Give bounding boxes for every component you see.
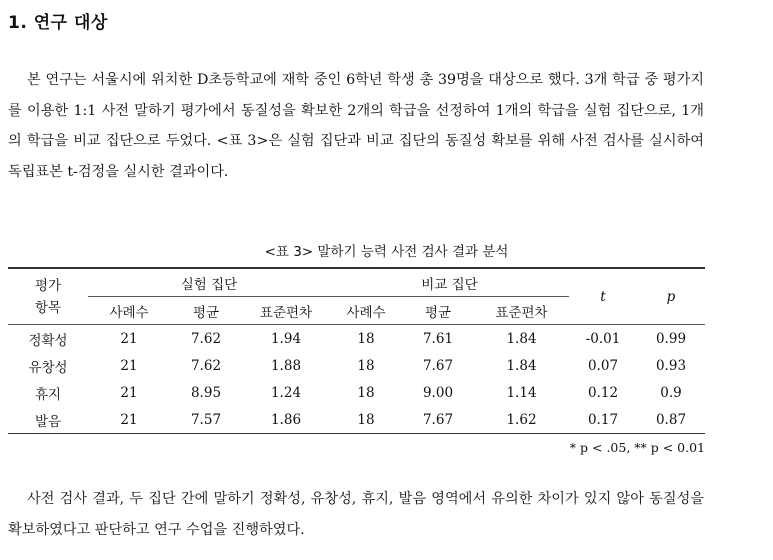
cell-cmp-mean: 7.67	[402, 406, 474, 434]
row-item: 휴지	[34, 386, 62, 403]
table-row	[8, 406, 705, 434]
cell-exp-sd: 1.86	[242, 406, 330, 434]
cell-t: -0.01	[585, 330, 621, 347]
cell-exp-sd: 1.94	[270, 330, 302, 347]
cell-exp-n: 21	[88, 406, 170, 434]
cell-p: 0.93	[655, 357, 687, 374]
cell-exp-mean: 8.95	[190, 384, 222, 401]
header-exp-n: 사례수	[88, 297, 170, 325]
cell-t: 0.07	[587, 357, 619, 374]
header-experimental-group: 실험 집단	[88, 268, 330, 297]
paragraph-intro: 본 연구는 서울시에 위치한 D초등학교에 재학 중인 6학년 학생 총 39명을 대상으로 했다. 3개 학급 중 평가지를 이용한 1:1 사전 말하기 평가에서 동질성을 확보한 2개의 학급을 선정하여 1개의 학급을 실험 집단으로, 1개의 학급을 비교 집단으로 두었다. <표 3>은 실험 집단과 비교 집단의 동질성 확보를 위해 사전 검사를 실시하여 독립표본 t-검정을 실시한 결과이다.	[8, 72, 704, 180]
cell-exp-n: 21	[120, 384, 138, 401]
cell-p: 0.87	[637, 406, 705, 434]
cell-exp-sd: 1.24	[270, 384, 302, 401]
cell-cmp-sd: 1.84	[506, 357, 537, 374]
cell-cmp-n: 18	[357, 357, 375, 374]
table-row	[8, 352, 705, 379]
paragraph-conclusion: 사전 검사 결과, 두 집단 간에 말하기 정확성, 유창성, 휴지, 발음 영역에서 유의한 차이가 있지 않아 동질성을 확보하였다고 판단하고 연구 수업을 진행하였다.	[8, 491, 704, 538]
cell-cmp-mean: 9.00	[422, 384, 454, 401]
table-header-row	[8, 268, 705, 297]
cell-cmp-n: 18	[330, 406, 402, 434]
table-row	[8, 325, 705, 353]
cell-cmp-mean: 7.67	[422, 357, 454, 374]
cell-cmp-mean: 7.61	[422, 330, 454, 347]
cell-cmp-n: 18	[357, 384, 375, 401]
row-item: 발음	[8, 406, 88, 434]
cell-exp-mean: 7.57	[170, 406, 242, 434]
cell-p: 0.99	[655, 330, 687, 347]
table-row	[8, 379, 705, 406]
cell-p: 0.9	[660, 384, 682, 401]
cell-exp-n: 21	[120, 357, 138, 374]
pretest-results-table	[8, 267, 705, 434]
header-cmp-sd: 표준편차	[474, 297, 569, 325]
header-exp-sd: 표준편차	[242, 297, 330, 325]
header-p: p	[637, 268, 705, 325]
cell-exp-n: 21	[120, 330, 138, 347]
cell-exp-sd: 1.88	[270, 357, 302, 374]
cell-cmp-sd: 1.62	[474, 406, 569, 434]
cell-cmp-sd: 1.84	[506, 330, 537, 347]
section-heading: 1. 연구 대상	[8, 13, 108, 33]
header-cmp-mean: 평균	[402, 297, 474, 325]
header-item-line1: 평가	[34, 277, 62, 294]
header-t: t	[569, 268, 637, 325]
header-item-line2: 항목	[34, 299, 62, 316]
cell-cmp-n: 18	[357, 330, 375, 347]
table-caption: <표 3> 말하기 능력 사전 검사 결과 분석	[264, 244, 509, 260]
table-note: * p < .05, ** p < 0.01	[569, 440, 705, 455]
row-item: 정확성	[28, 332, 68, 349]
row-item: 유창성	[28, 359, 68, 376]
header-item	[8, 268, 88, 325]
header-comparison-group: 비교 집단	[330, 268, 569, 297]
cell-t: 0.17	[569, 406, 637, 434]
cell-exp-mean: 7.62	[190, 357, 222, 374]
cell-exp-mean: 7.62	[190, 330, 222, 347]
cell-t: 0.12	[587, 384, 619, 401]
header-exp-mean: 평균	[170, 297, 242, 325]
cell-cmp-sd: 1.14	[506, 384, 537, 401]
header-cmp-n: 사례수	[330, 297, 402, 325]
